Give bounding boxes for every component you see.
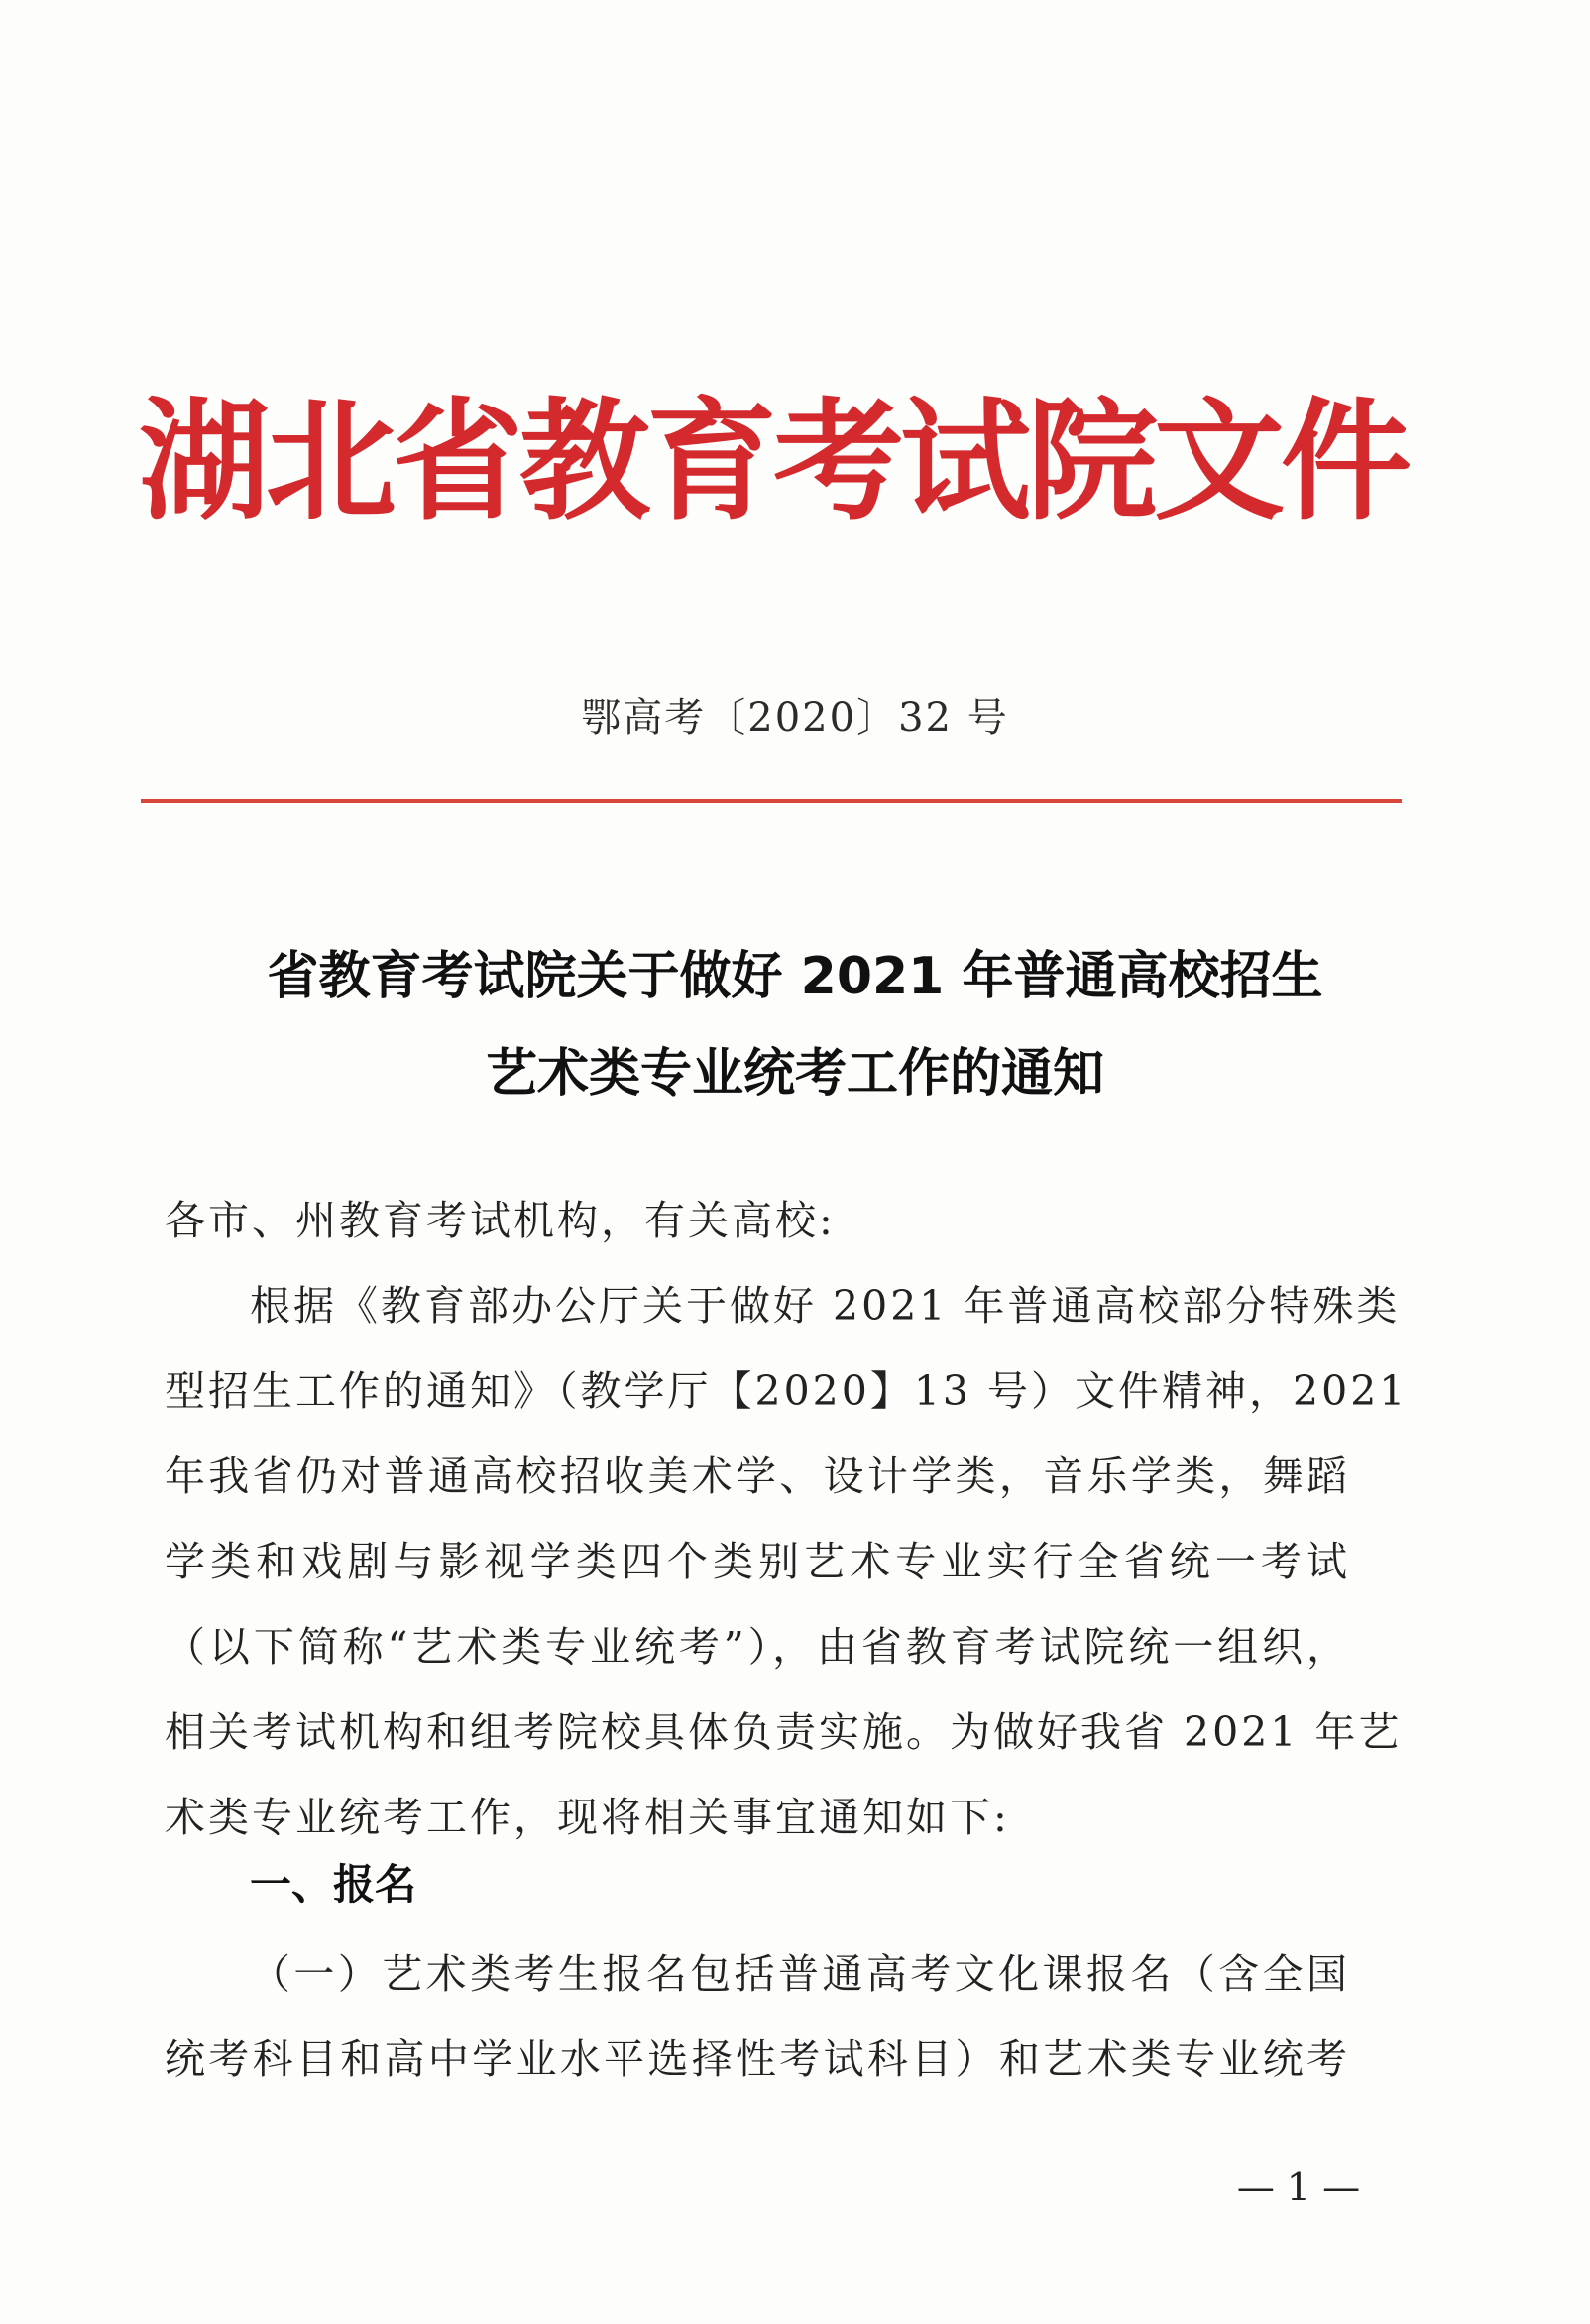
paragraph-line: 相关考试机构和组考院校具体负责实施。为做好我省 2021 年艺 [165,1708,1403,1756]
paragraph-line: 型招生工作的通知》（教学厅【2020】13 号）文件精神，2021 [165,1367,1409,1415]
salutation: 各市、州教育考试机构，有关高校: [165,1197,836,1244]
paragraph-line: 统考科目和高中学业水平选择性考试科目）和艺术类专业统考 [165,2035,1350,2083]
section-heading-registration: 一、报名 [250,1860,417,1909]
paragraph-line: 术类专业统考工作，现将相关事宜通知如下: [165,1794,1010,1841]
notice-title-line-2: 艺术类专业统考工作的通知 [485,1044,1104,1104]
paragraph-line: 根据《教育部办公厅关于做好 2021 年普通高校部分特殊类 [250,1282,1401,1330]
page-number: — 1 — [1236,2165,1361,2209]
paragraph-line: 学类和戏剧与影视学类四个类别艺术专业实行全省统一考试 [165,1538,1350,1585]
masthead-title: 湖北省教育考试院文件 [139,385,1408,538]
paragraph-line: 年我省仍对普通高校招收美术学、设计学类，音乐学类，舞蹈 [165,1452,1350,1500]
notice-title-line-1: 省教育考试院关于做好 2021 年普通高校招生 [267,947,1323,1006]
paragraph-line: （一）艺术类考生报名包括普通高考文化课报名（含全国 [250,1950,1350,1998]
document-number: 鄂高考〔2020〕32 号 [581,695,1009,741]
red-divider-line [141,799,1402,803]
paragraph-line: （以下简称“艺术类专业统考”），由省教育考试院统一组织， [165,1623,1350,1671]
